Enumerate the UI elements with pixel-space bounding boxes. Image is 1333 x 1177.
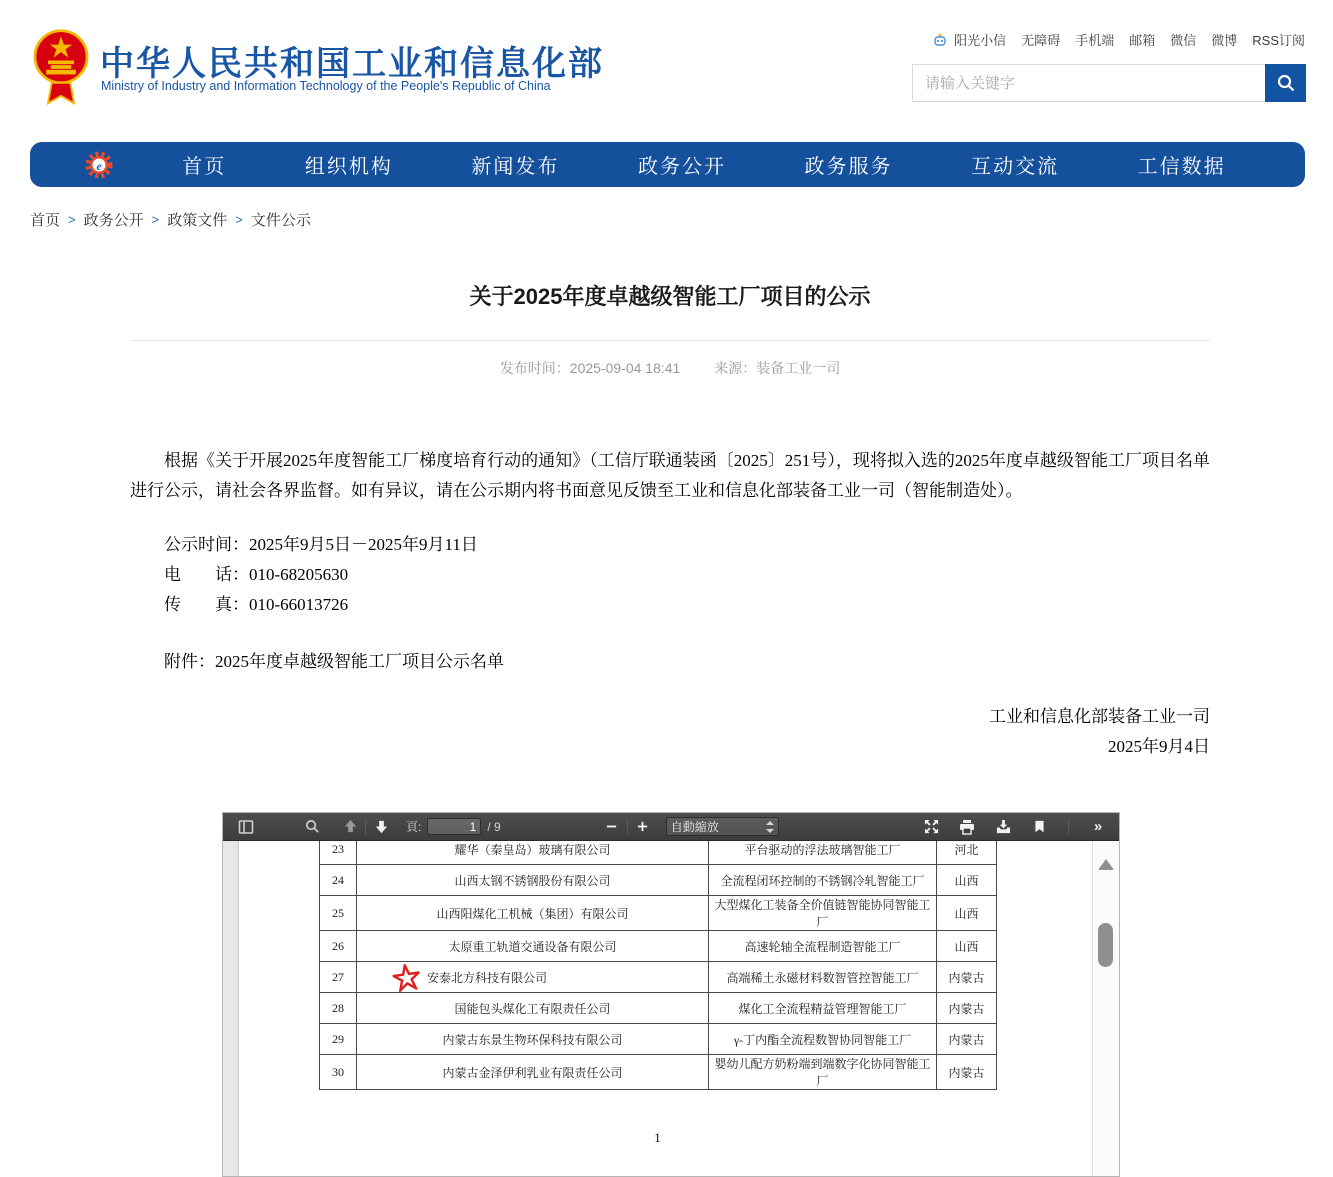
- breadcrumb-item-2[interactable]: 政策文件: [167, 212, 228, 229]
- page-label: 頁:: [406, 820, 422, 834]
- table-row: [320, 896, 997, 931]
- cell-project: 煤化工全流程精益管理智能工厂: [709, 993, 937, 1024]
- cell-province: 山西: [937, 896, 997, 931]
- svg-text:e: e: [96, 158, 102, 173]
- attachment-line: 附件：2025年度卓越级智能工厂项目公示名单: [164, 652, 504, 671]
- publish-time: 发布时间：2025-09-04 18:41: [499, 360, 681, 376]
- breadcrumb-separator: >: [68, 212, 76, 227]
- article-meta: [130, 358, 1210, 378]
- zoom-select-value: 自動縮放: [670, 820, 719, 834]
- bookmark-icon[interactable]: [1028, 816, 1050, 838]
- breadcrumb: [30, 209, 311, 230]
- pdf-toolbar: [223, 813, 1119, 841]
- find-icon[interactable]: [301, 816, 323, 838]
- cell-project: 大型煤化工装备全价值链智能协同智能工厂: [709, 896, 937, 931]
- star-annotation-icon: [391, 962, 421, 992]
- cell-company: 内蒙古金泽伊利乳业有限责任公司: [357, 1055, 709, 1090]
- page-title: 关于2025年度卓越级智能工厂项目的公示: [469, 284, 871, 309]
- more-tools-icon[interactable]: »: [1087, 816, 1109, 838]
- breadcrumb-separator: >: [235, 212, 243, 227]
- site-search: [912, 64, 1306, 102]
- nav-item-5[interactable]: 互动交流: [971, 156, 1060, 178]
- page-up-icon[interactable]: [339, 816, 361, 838]
- quick-link-4[interactable]: 微信: [1170, 33, 1197, 48]
- cell-company: 安泰北方科技有限公司: [357, 962, 709, 993]
- nav-item-3[interactable]: 政务公开: [637, 156, 726, 178]
- cell-province: 内蒙古: [937, 993, 997, 1024]
- cell-province: 河北: [937, 841, 997, 865]
- nav-items: [113, 150, 1305, 179]
- pdf-scrollbar: [1092, 841, 1119, 1176]
- cell-project: 婴幼儿配方奶粉端到端数字化协同智能工厂: [709, 1055, 937, 1090]
- info-line-1: 电 话：010-68205630: [164, 565, 349, 584]
- search-icon: [1276, 73, 1296, 93]
- toolbar-separator: [1068, 819, 1069, 835]
- search-button[interactable]: [1265, 64, 1306, 102]
- project-table-body: [320, 841, 997, 1090]
- table-row: [320, 841, 997, 865]
- breadcrumb-item-1[interactable]: 政务公开: [83, 212, 144, 229]
- presentation-mode-icon[interactable]: [920, 816, 942, 838]
- breadcrumb-separator: >: [151, 212, 160, 227]
- cell-province: 内蒙古: [937, 1024, 997, 1055]
- main-nav: [30, 142, 1305, 187]
- table-row: [320, 1055, 997, 1090]
- cell-province: 山西: [937, 865, 997, 896]
- signature-block: [130, 702, 1210, 762]
- robot-icon: [932, 32, 948, 48]
- table-row: [320, 1024, 997, 1055]
- zoom-select[interactable]: [666, 817, 779, 836]
- cell-no: 29: [320, 1024, 357, 1055]
- cell-project: 全流程闭环控制的不锈钢冷轧智能工厂: [709, 865, 937, 896]
- site-title: 中华人民共和国工业和信息化部: [100, 45, 604, 83]
- page-total: / 9: [487, 819, 501, 834]
- quick-link-6[interactable]: RSS订阅: [1252, 33, 1305, 48]
- quick-link-2[interactable]: 手机端: [1075, 33, 1115, 48]
- pdf-page-number: 1: [654, 1130, 661, 1145]
- article: [130, 270, 1210, 762]
- article-body: [130, 446, 1210, 762]
- zoom-out-icon[interactable]: [601, 816, 623, 838]
- quick-links: [932, 30, 1305, 49]
- page-down-icon[interactable]: [370, 816, 392, 838]
- cell-province: 山西: [937, 931, 997, 962]
- national-emblem-logo: [33, 27, 89, 107]
- table-row: [320, 931, 997, 962]
- page-number-input[interactable]: [427, 818, 481, 835]
- pdf-content-area: [223, 841, 1119, 1176]
- nav-item-4[interactable]: 政务服务: [804, 156, 893, 178]
- download-icon[interactable]: [992, 816, 1014, 838]
- cell-no: 26: [320, 931, 357, 962]
- toolbar-separator: [365, 819, 366, 835]
- cell-province: 内蒙古: [937, 1055, 997, 1090]
- scrollbar-thumb[interactable]: [1098, 923, 1113, 967]
- nav-item-0[interactable]: 首页: [182, 156, 227, 178]
- quick-link-5[interactable]: 微博: [1211, 33, 1238, 48]
- divider: [130, 340, 1210, 341]
- cell-no: 30: [320, 1055, 357, 1090]
- cell-company: 国能包头煤化工有限责任公司: [357, 993, 709, 1024]
- quick-link-3[interactable]: 邮箱: [1129, 33, 1156, 48]
- info-lines: [130, 530, 1210, 620]
- cell-no: 28: [320, 993, 357, 1024]
- nav-item-6[interactable]: 工信数据: [1137, 156, 1226, 178]
- cell-project: 高速轮轴全流程制造智能工厂: [709, 931, 937, 962]
- breadcrumb-item-3[interactable]: 文件公示: [250, 212, 311, 229]
- pdf-viewer: [222, 812, 1120, 1177]
- cell-company: 山西太钢不锈钢股份有限公司: [357, 865, 709, 896]
- print-icon[interactable]: [956, 816, 978, 838]
- sign-date: 2025年9月4日: [1108, 737, 1210, 756]
- table-row: [320, 993, 997, 1024]
- quick-link-0[interactable]: 阳光小信: [954, 33, 1007, 48]
- cell-project: γ-丁内酯全流程数智协同智能工厂: [709, 1024, 937, 1055]
- signer: 工业和信息化部装备工业一司: [989, 707, 1210, 726]
- table-row: [320, 865, 997, 896]
- cell-no: 24: [320, 865, 357, 896]
- cell-project: 平台驱动的浮法玻璃智能工厂: [709, 841, 937, 865]
- cell-company: 耀华（秦皇岛）玻璃有限公司: [357, 841, 709, 865]
- breadcrumb-item-0[interactable]: 首页: [30, 212, 61, 229]
- site-subtitle: Ministry of Industry and Information Technology of the People's Republic of China: [101, 79, 551, 93]
- scroll-up-icon[interactable]: [1098, 859, 1114, 870]
- cell-province: 内蒙古: [937, 962, 997, 993]
- source: 来源：装备工业一司: [714, 360, 841, 376]
- cell-project: 高端稀土永磁材料数智管控智能工厂: [709, 962, 937, 993]
- cell-company: 太原重工轨道交通设备有限公司: [357, 931, 709, 962]
- zoom-in-icon[interactable]: [632, 816, 654, 838]
- cell-no: 25: [320, 896, 357, 931]
- sidebar-toggle-icon[interactable]: [235, 816, 257, 838]
- info-line-2: 传 真：010-66013726: [164, 595, 349, 614]
- paragraph: 根据《关于开展2025年度智能工厂梯度培育行动的通知》（工信厅联通装函〔2025〕251号），现将拟入选的2025年度卓越级智能工厂项目名单进行公示，请社会各界监督。如有异议，请在公示期内将书面意见反馈至工业和信息化部装备工业一司（智能制造处）。: [130, 451, 1210, 500]
- pdf-page: [239, 841, 1093, 1176]
- cell-no: 27: [320, 962, 357, 993]
- toolbar-separator: [627, 819, 628, 835]
- project-table: [319, 841, 997, 1090]
- table-row: [320, 962, 997, 993]
- nav-item-2[interactable]: 新闻发布: [471, 156, 560, 178]
- quick-link-1[interactable]: 无障碍: [1021, 33, 1061, 48]
- cell-no: 23: [320, 841, 357, 865]
- nav-gear-logo-icon: [85, 151, 113, 179]
- select-spinner-icon: [766, 821, 774, 833]
- search-input[interactable]: [912, 64, 1265, 102]
- nav-item-1[interactable]: 组织机构: [304, 156, 393, 178]
- cell-company: 内蒙古东景生物环保科技有限公司: [357, 1024, 709, 1055]
- cell-company: 山西阳煤化工机械（集团）有限公司: [357, 896, 709, 931]
- info-line-0: 公示时间：2025年9月5日－2025年9月11日: [164, 535, 478, 554]
